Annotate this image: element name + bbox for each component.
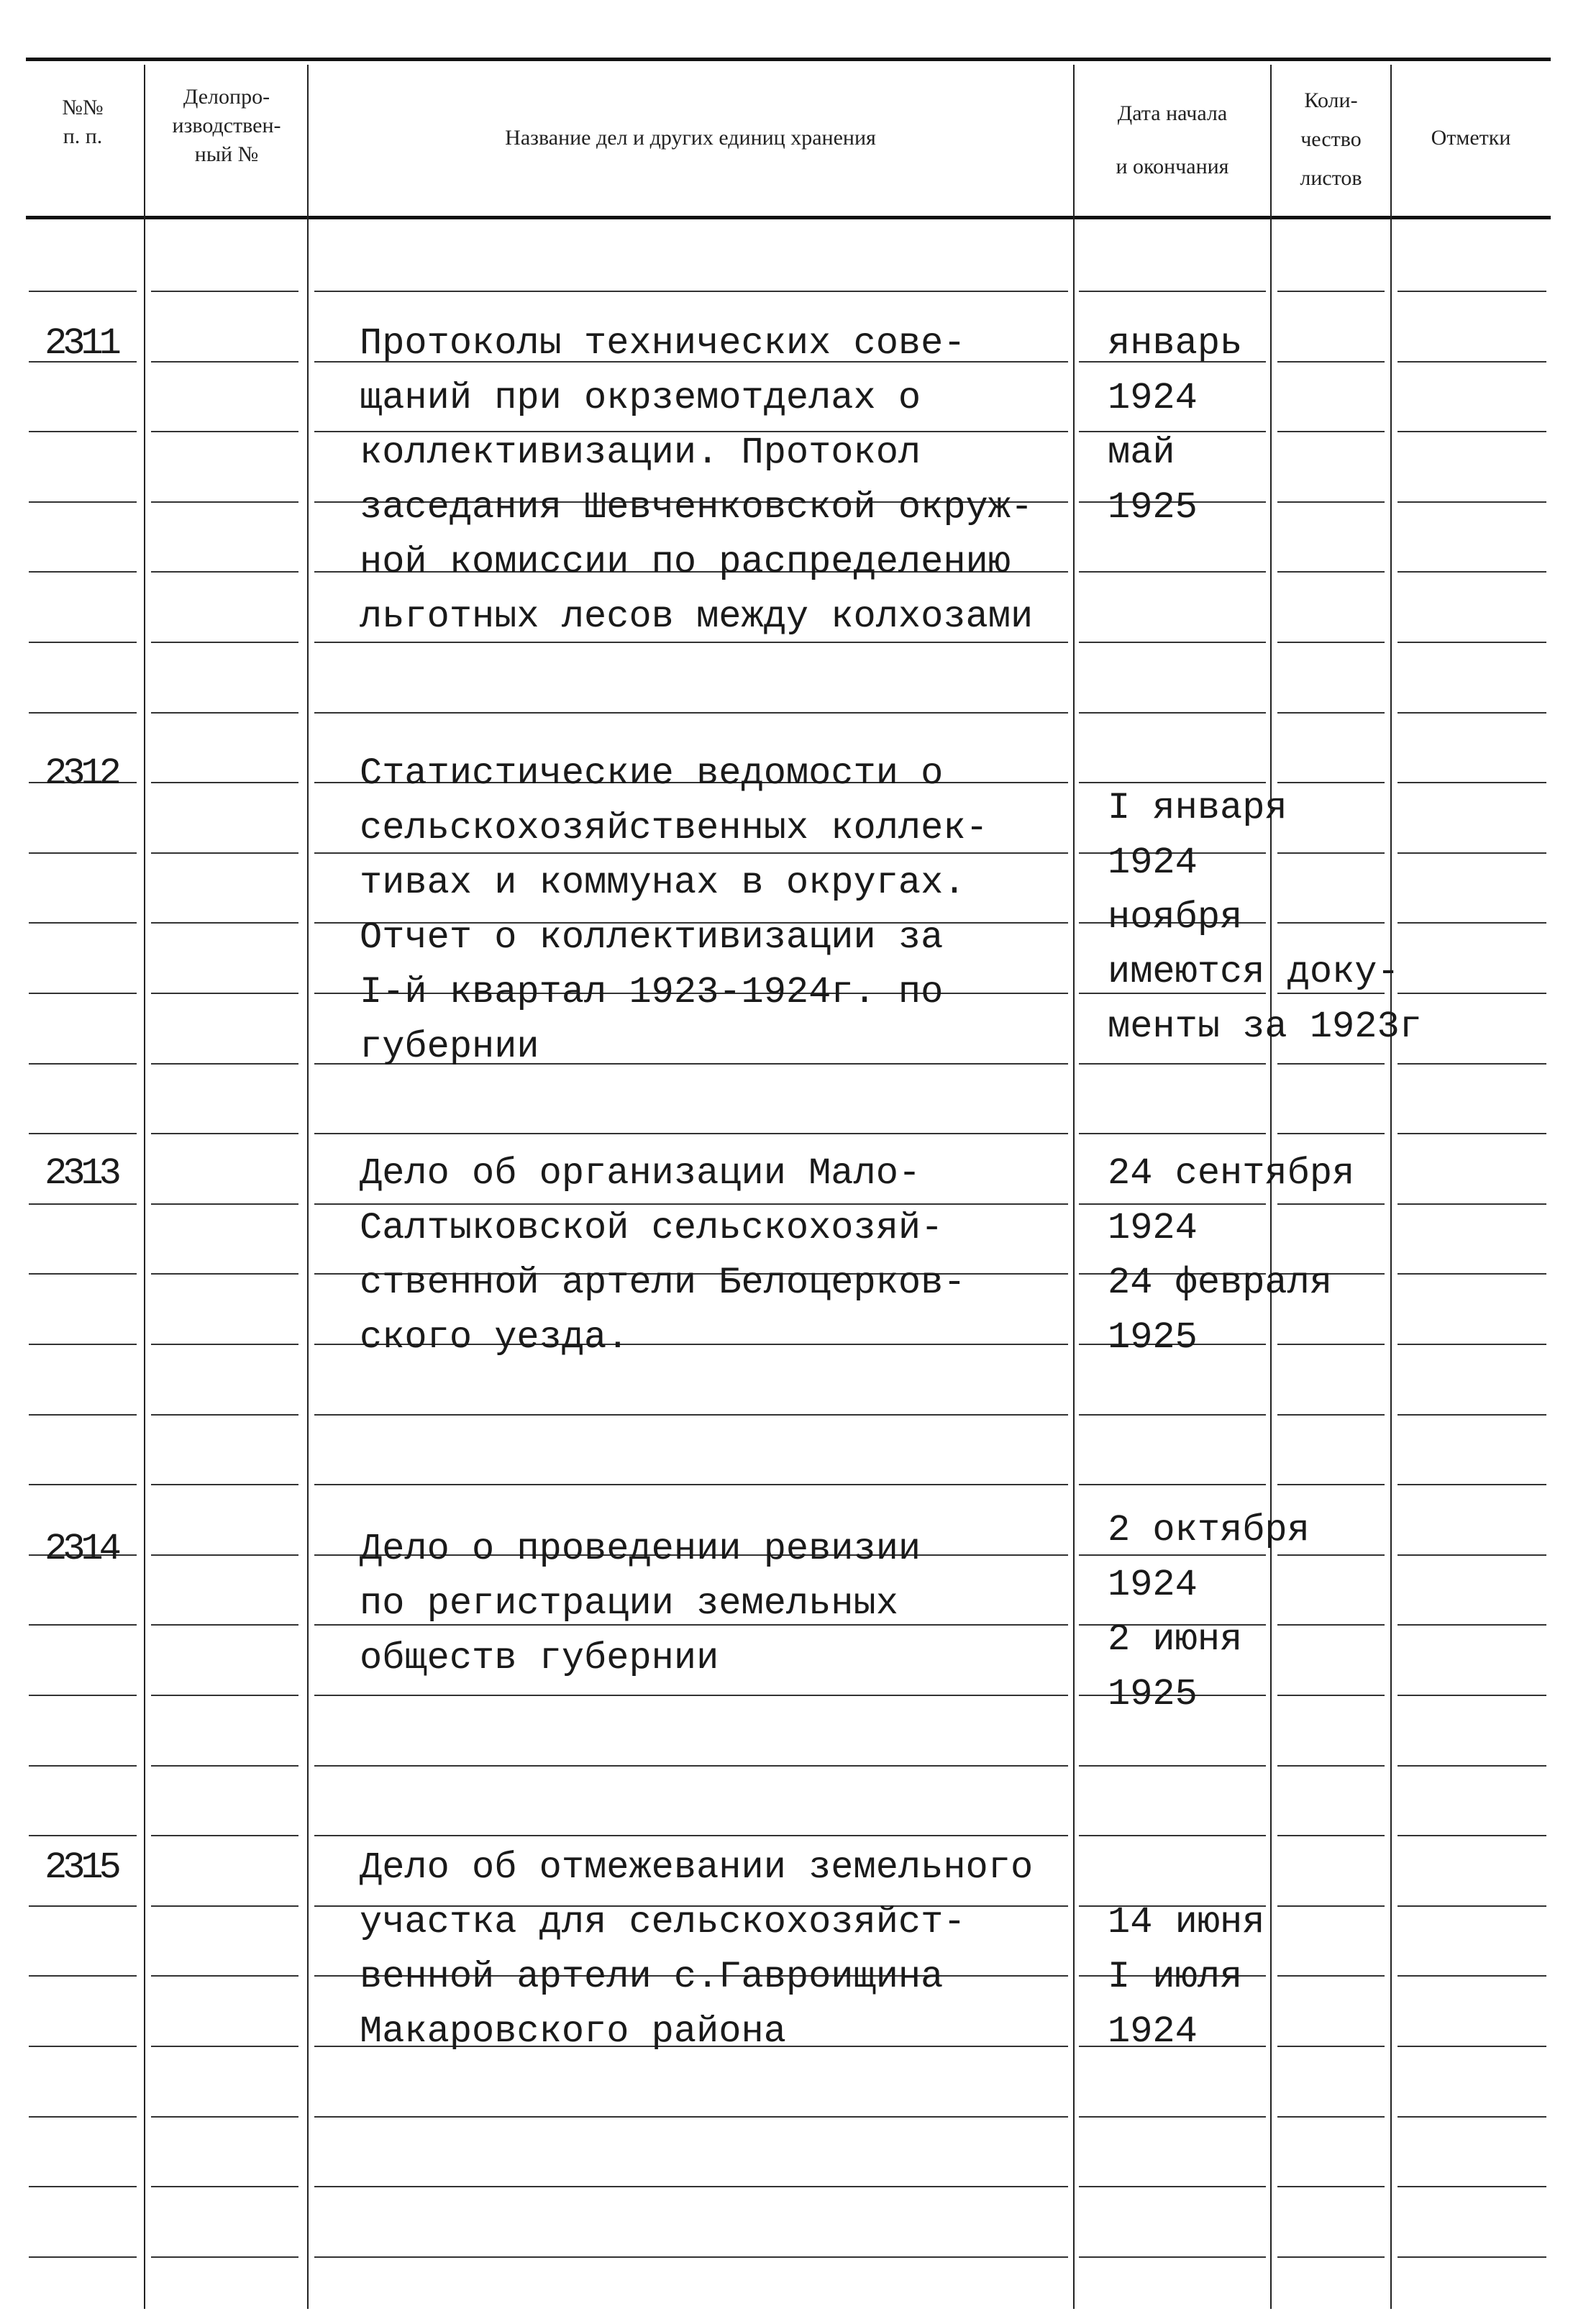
entry-dates <box>1108 316 1242 535</box>
ruled-line <box>1277 2256 1385 2258</box>
ruled-line <box>151 1484 298 1485</box>
ruled-line <box>1277 2046 1385 2047</box>
ruled-line <box>29 1484 137 1485</box>
ruled-line <box>29 1133 137 1134</box>
ruled-line <box>29 2256 137 2258</box>
ruled-line <box>151 1905 298 1907</box>
entry-dates <box>1108 1503 1310 1722</box>
ruled-line <box>1398 361 1546 363</box>
ruled-line <box>1398 501 1546 503</box>
date-line <box>1108 1841 1264 1895</box>
ruled-line <box>314 1835 1068 1836</box>
title-line: льготных лесов между колхозами <box>360 596 1034 638</box>
ruled-line <box>1079 1133 1266 1134</box>
ruled-line <box>151 712 298 714</box>
ruled-line <box>29 993 137 994</box>
ruled-line <box>29 2186 137 2187</box>
ruled-line <box>1079 2186 1266 2187</box>
ruled-line <box>1398 712 1546 714</box>
ruled-line <box>151 1344 298 1345</box>
date-line: 1925 <box>1108 1316 1198 1359</box>
title-line: Дело об организации Мало- <box>360 1152 921 1195</box>
ruled-line <box>151 1133 298 1134</box>
title-line: Протоколы технических сове- <box>360 322 966 365</box>
title-line: заседания Шевченковской окруж- <box>360 486 1034 529</box>
ruled-line <box>151 642 298 643</box>
date-line: имеются доку- <box>1108 951 1400 993</box>
column-divider <box>307 65 309 2309</box>
ruled-line <box>29 1835 137 1836</box>
ruled-line <box>1398 2256 1546 2258</box>
title-line: ского уезда. <box>360 1316 629 1359</box>
header-sheets: Коли- чество листов <box>1300 88 1362 190</box>
ruled-line <box>29 852 137 854</box>
ruled-line <box>1398 1554 1546 1556</box>
ruled-line <box>29 1624 137 1626</box>
ruled-line <box>29 431 137 432</box>
ruled-line <box>1277 1414 1385 1416</box>
ruled-line <box>151 571 298 573</box>
date-line: 1925 <box>1108 1673 1198 1715</box>
ruled-line <box>314 2186 1068 2187</box>
date-line: январь <box>1108 322 1243 365</box>
date-line: 24 сентября <box>1108 1152 1355 1195</box>
ruled-line <box>1277 2186 1385 2187</box>
entry-number: 2314 <box>45 1528 117 1570</box>
date-line: 1924 <box>1108 2010 1198 2053</box>
ruled-line <box>1079 1484 1266 1485</box>
entry-title <box>360 747 988 1075</box>
ruled-line <box>151 1414 298 1416</box>
ruled-line <box>29 922 137 924</box>
header-top-border <box>26 58 1551 61</box>
ruled-line <box>1277 501 1385 503</box>
ruled-line <box>1398 1624 1546 1626</box>
ruled-line <box>29 2116 137 2118</box>
date-line: 2 октября <box>1108 1509 1310 1551</box>
column-divider <box>1390 65 1392 2309</box>
date-line: 1924 <box>1108 842 1198 884</box>
ruled-line <box>1277 1905 1385 1907</box>
title-line: венной артели с.Гавроищина <box>360 1956 944 1998</box>
ruled-line <box>1277 1133 1385 1134</box>
entry-title <box>360 316 1033 644</box>
header-office-number: Делопро- изводствен- ный № <box>172 85 281 166</box>
header-title: Название дел и других единиц хранения <box>505 126 876 150</box>
date-line: 24 февраля <box>1108 1262 1333 1304</box>
ruled-line <box>314 291 1068 292</box>
ruled-line <box>151 501 298 503</box>
ruled-line <box>1398 1975 1546 1977</box>
title-line: Салтыковской сельскохозяй- <box>360 1207 944 1249</box>
ruled-line <box>1079 1765 1266 1767</box>
header-notes: Отметки <box>1431 126 1511 150</box>
ruled-line <box>1079 642 1266 643</box>
title-line: щаний при окрземотделах о <box>360 377 921 419</box>
ruled-line <box>1398 1063 1546 1065</box>
ruled-line <box>1398 642 1546 643</box>
ruled-line <box>1079 291 1266 292</box>
column-divider <box>1073 65 1075 2309</box>
entry-number: 2312 <box>45 752 117 795</box>
date-line: 1924 <box>1108 377 1198 419</box>
ruled-line <box>29 1414 137 1416</box>
header-number: №№ п. п. <box>62 96 104 148</box>
ruled-line <box>1398 431 1546 432</box>
date-line: 1925 <box>1108 486 1198 529</box>
ruled-line <box>151 2256 298 2258</box>
ruled-line <box>151 2186 298 2187</box>
entry-title <box>360 1147 966 1365</box>
ruled-line <box>151 1624 298 1626</box>
ruled-line <box>151 1554 298 1556</box>
date-line: 14 июня <box>1108 1901 1265 1943</box>
title-line: губернии <box>360 1026 539 1068</box>
title-line: сельскохозяйственных коллек- <box>360 807 988 849</box>
date-line: 1924 <box>1108 1207 1198 1249</box>
ruled-line <box>314 1414 1068 1416</box>
ruled-line <box>314 2116 1068 2118</box>
title-line: ной комиссии по распределению <box>360 541 1011 583</box>
ruled-line <box>151 361 298 363</box>
ruled-line <box>1277 361 1385 363</box>
ruled-line <box>1398 1835 1546 1836</box>
ruled-line <box>1079 712 1266 714</box>
ruled-line <box>1398 291 1546 292</box>
ruled-line <box>29 712 137 714</box>
entry-number: 2311 <box>45 322 117 365</box>
ruled-line <box>1398 1203 1546 1205</box>
ruled-line <box>1398 1414 1546 1416</box>
ruled-line <box>1398 1905 1546 1907</box>
date-line: I июля <box>1108 1956 1243 1998</box>
ruled-line <box>1398 1344 1546 1345</box>
ruled-line <box>1277 1484 1385 1485</box>
date-line: менты за 1923г <box>1108 1006 1422 1048</box>
ruled-line <box>314 1765 1068 1767</box>
title-line: коллективизации. Протокол <box>360 432 921 474</box>
ruled-line <box>151 291 298 292</box>
ruled-line <box>1398 1765 1546 1767</box>
ruled-line <box>1277 642 1385 643</box>
ruled-line <box>151 1765 298 1767</box>
ruled-line <box>314 712 1068 714</box>
ruled-line <box>29 1344 137 1345</box>
ruled-line <box>314 1133 1068 1134</box>
title-line: Отчет о коллективизации за <box>360 916 944 959</box>
title-line: Дело о проведении ревизии <box>360 1528 921 1570</box>
date-line: ноября <box>1108 896 1243 939</box>
header-dates: Дата начала и окончания <box>1116 101 1229 178</box>
date-line: I января <box>1108 787 1287 829</box>
ruled-line <box>1277 1975 1385 1977</box>
ruled-line <box>29 1765 137 1767</box>
ruled-line <box>29 1905 137 1907</box>
ruled-line <box>314 1695 1068 1696</box>
title-line: I-й квартал 1923-1924г. по <box>360 971 944 1013</box>
entry-title <box>360 1841 1033 2059</box>
title-line: тивах и коммунах в округах. <box>360 862 966 904</box>
ruled-line <box>1277 1835 1385 1836</box>
ruled-line <box>151 1975 298 1977</box>
ruled-line <box>1079 1835 1266 1836</box>
ruled-line <box>1079 1063 1266 1065</box>
ruled-line <box>151 1063 298 1065</box>
ruled-line <box>1398 2186 1546 2187</box>
ruled-line <box>29 1203 137 1205</box>
ruled-line <box>151 1203 298 1205</box>
ruled-line <box>151 2116 298 2118</box>
ruled-line <box>1398 1484 1546 1485</box>
ruled-line <box>29 291 137 292</box>
title-line: Макаровского района <box>360 2010 786 2053</box>
ruled-line <box>151 1835 298 1836</box>
ruled-line <box>151 922 298 924</box>
title-line: ственной артели Белоцерков- <box>360 1262 966 1304</box>
column-divider <box>144 65 145 2309</box>
header-bottom-border <box>26 216 1551 219</box>
ruled-line <box>29 2046 137 2047</box>
ruled-line <box>1277 571 1385 573</box>
ruled-line <box>1079 2116 1266 2118</box>
ruled-line <box>1079 2256 1266 2258</box>
ruled-line <box>1277 712 1385 714</box>
title-line: обществ губернии <box>360 1637 719 1680</box>
ruled-line <box>1398 1273 1546 1275</box>
title-line: Дело об отмежевании земельного <box>360 1846 1034 1889</box>
date-line: 2 июня <box>1108 1618 1243 1661</box>
ruled-line <box>29 1975 137 1977</box>
entry-number: 2315 <box>45 1846 117 1889</box>
ruled-line <box>29 571 137 573</box>
entry-dates <box>1108 1147 1354 1365</box>
ruled-line <box>1277 431 1385 432</box>
entry-number: 2313 <box>45 1152 117 1195</box>
entry-dates <box>1108 1841 1264 2059</box>
title-line: по регистрации земельных <box>360 1582 898 1625</box>
date-line: май <box>1108 432 1175 474</box>
ruled-line <box>29 1273 137 1275</box>
ruled-line <box>1277 2116 1385 2118</box>
ruled-line <box>29 1063 137 1065</box>
ruled-line <box>314 2256 1068 2258</box>
ruled-line <box>151 2046 298 2047</box>
ruled-line <box>151 431 298 432</box>
ruled-line <box>1398 2046 1546 2047</box>
title-line: Статистические ведомости о <box>360 752 944 795</box>
ruled-line <box>1398 1695 1546 1696</box>
ruled-line <box>1398 2116 1546 2118</box>
ruled-line <box>1079 571 1266 573</box>
ruled-line <box>151 1273 298 1275</box>
ruled-line <box>1079 1414 1266 1416</box>
ruled-line <box>1277 1063 1385 1065</box>
ruled-line <box>151 782 298 783</box>
ruled-line <box>29 1695 137 1696</box>
date-line: 1924 <box>1108 1564 1198 1606</box>
ruled-line <box>151 852 298 854</box>
ruled-line <box>314 1484 1068 1485</box>
ruled-line <box>1277 1765 1385 1767</box>
ruled-line <box>1398 571 1546 573</box>
entry-dates <box>1108 781 1422 1054</box>
ruled-line <box>151 993 298 994</box>
ruled-line <box>1277 291 1385 292</box>
ruled-line <box>29 642 137 643</box>
title-line: участка для сельскохозяйст- <box>360 1901 966 1943</box>
ruled-line <box>151 1695 298 1696</box>
ruled-line <box>1398 1133 1546 1134</box>
entry-title <box>360 1522 921 1686</box>
ruled-line <box>29 501 137 503</box>
